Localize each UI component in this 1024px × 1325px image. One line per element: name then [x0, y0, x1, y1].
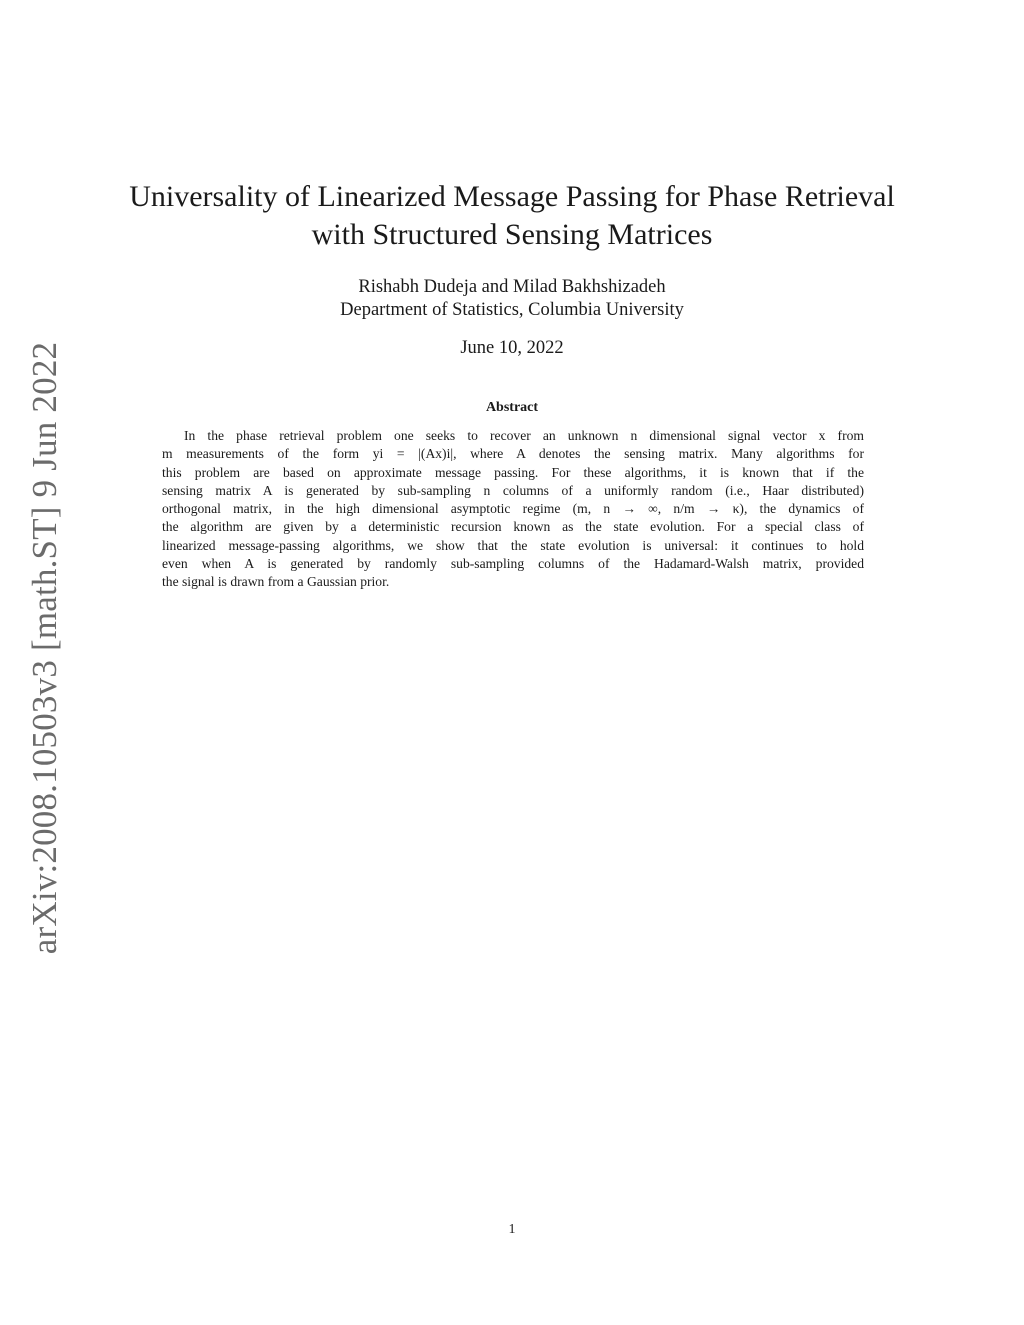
arxiv-identifier-text: arXiv:2008.10503v3 [math.ST] 9 Jun 2022: [25, 341, 65, 954]
abstract-line: sensing matrix A is generated by sub-sampling n columns of a uniformly random (i.e., Haar distributed): [162, 482, 864, 498]
abstract-line: even when A is generated by randomly sub-sampling columns of the Hadamard-Walsh matrix, provided: [162, 556, 864, 572]
paper-date: June 10, 2022: [460, 338, 564, 358]
abstract-line: linearized message-passing algorithms, we show that the state evolution is universal: it continues to hold: [162, 537, 864, 553]
abstract-line: In the phase retrieval problem one seeks to recover an unknown n dimensional signal vector x from: [184, 428, 864, 443]
abstract-line: the algorithm are given by a deterministic recursion known as the state evolution. For a special class of: [162, 519, 864, 535]
abstract-line: orthogonal matrix, in the high dimensional asymptotic regime (m, n → ∞, n/m → κ), the dynamics of: [162, 501, 864, 517]
authors: Rishabh Dudeja and Milad Bakhshizadeh: [358, 277, 666, 297]
arxiv-side-identifier: [22, 341, 68, 954]
title-line-1: Universality of Linearized Message Passing for Phase Retrieval: [129, 180, 895, 213]
affiliation: Department of Statistics, Columbia University: [340, 300, 684, 320]
page-number: 1: [508, 1222, 516, 1237]
author-block: [200, 276, 824, 322]
paper-title: [100, 178, 924, 254]
title-line-2: with Structured Sensing Matrices: [311, 218, 713, 251]
abstract-heading: Abstract: [485, 400, 539, 415]
abstract-line: the signal is drawn from a Gaussian prior.: [162, 574, 390, 590]
abstract-line: m measurements of the form yi = |(Ax)i|, where A denotes the sensing matrix. Many algorithms for: [162, 446, 864, 462]
abstract-line: this problem are based on approximate message passing. For these algorithms, it is known that if the: [162, 464, 864, 480]
abstract-body: [162, 427, 864, 592]
